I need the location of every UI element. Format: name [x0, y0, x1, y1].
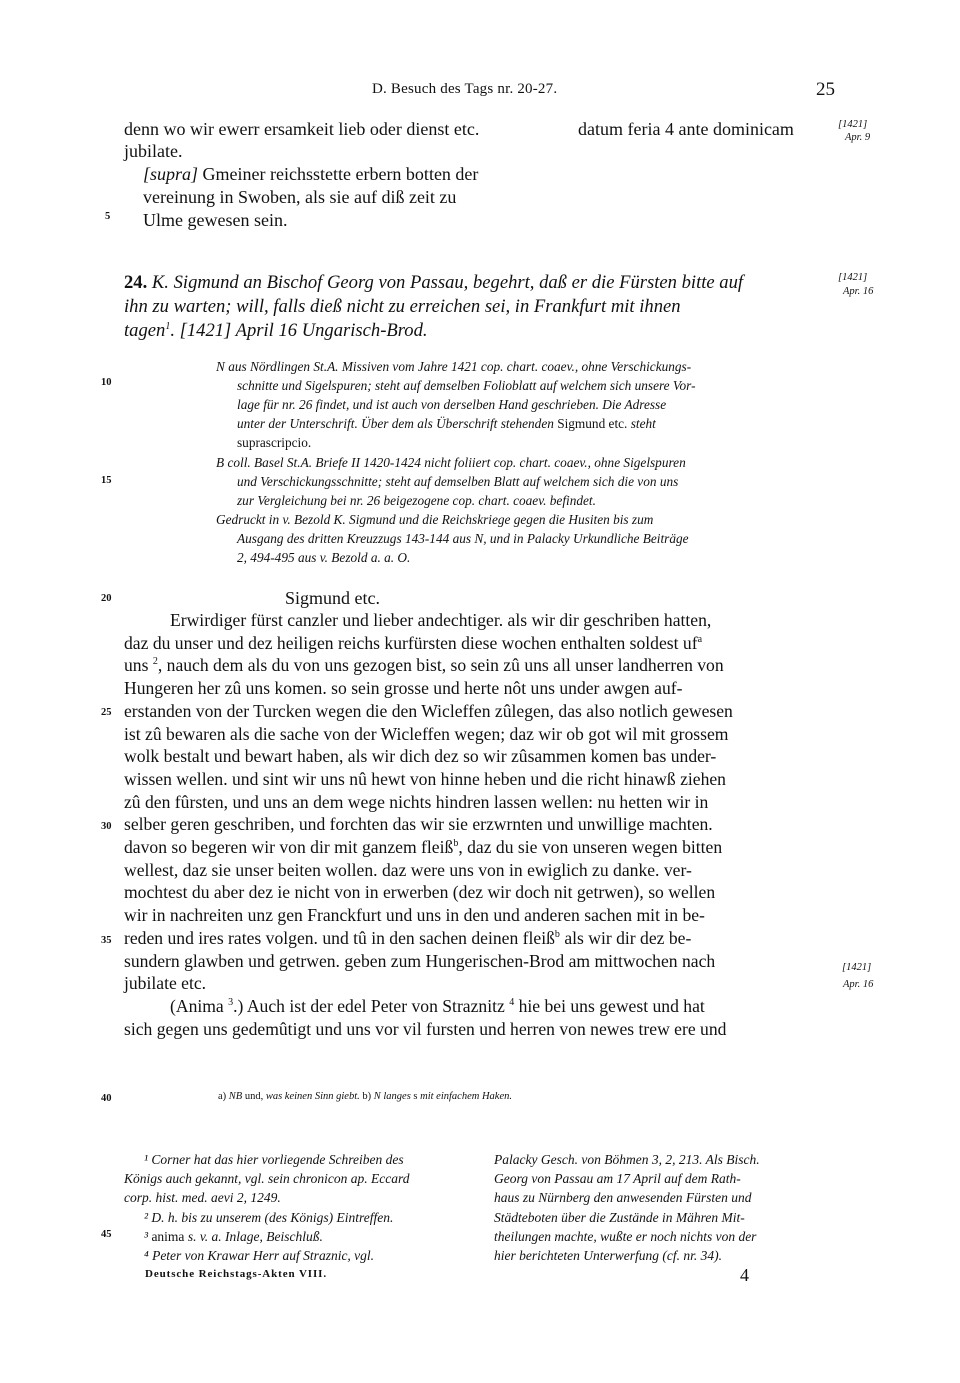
letter-line: Erwirdiger fürst canzler und lieber andechtiger. als wir dir geschriben hatten, [170, 610, 712, 630]
doc-title-line-1-text: K. Sigmund an Bischof Georg von Passau, begehrt, daß er die Fürsten bitte auf [151, 272, 744, 293]
letter-line: sundern glawben und getrwen. geben zum Hungerischen-Brod am mittwochen nach [124, 950, 716, 971]
doc-title-line-1 [124, 271, 743, 295]
address-line-1 [143, 163, 478, 186]
sheet-number: 4 [740, 1265, 749, 1285]
footnote-mark-2: 2 [152, 656, 158, 668]
line-number: 5 [105, 211, 111, 222]
doc-title-line-3b: . [1421] April 16 Ungarisch-Brod. [170, 320, 428, 341]
textnote-b-comment: mit einfachem Haken. [420, 1091, 512, 1102]
textnotes [218, 1091, 512, 1102]
source-n-line-4b: Sigmund etc. [553, 416, 631, 431]
letter-line-text: davon so begeren wir von dir mit ganzem fleiß [124, 837, 454, 858]
textnote-a-comment: was keinen Sinn giebt. [265, 1091, 360, 1102]
line-number: 15 [101, 475, 112, 486]
line-number: 40 [101, 1093, 112, 1104]
datum-line: datum feria 4 ante dominicam [578, 119, 794, 139]
letter-line: wellest, daz sie unser beiten wollen. daz were uns von in ewiglich zu danke. ver- [124, 859, 692, 880]
sheet-signature: Deutsche Reichstags-Akten VIII. [145, 1268, 328, 1280]
footnote-3 [144, 1227, 323, 1246]
previous-text-line-2: jubilate. [124, 141, 183, 161]
letter-salutation: Sigmund etc. [285, 588, 380, 608]
source-n-line-4a: unter der Unterschrift. Über dem als Überschrift stehenden [237, 416, 554, 431]
textnote-a-text: und, [242, 1091, 266, 1102]
letter-line: Hungeren her zû uns komen. so sein grosse und herte nôt uns under awgen auf- [124, 678, 683, 699]
letter-line: selber geren geschriben, und forchten das wir sie erzwrnten und unwillige machten. [124, 814, 713, 835]
letter-line [124, 654, 838, 677]
address-line-1-text: Gmeiner reichsstette erbern botten der [198, 164, 479, 184]
letter-line-text: , nauch dem als du von uns gezogen bist, so sein zû uns all unser landherren von [157, 655, 724, 676]
letter-line: wir in nachreiten unz gen Franckfurt und uns in den und anderen sachen mit in be- [124, 905, 705, 926]
letter-line-text: reden und ires rates volgen. und tû in den sachen deinen fleiß [124, 927, 555, 948]
source-g-line-3: 2, 494-495 aus v. Bezold a. a. O. [237, 550, 411, 565]
line-number: 45 [101, 1229, 112, 1240]
margin-year-title: [1421] [838, 272, 868, 283]
textnote-b-siglum: N langes [373, 1091, 411, 1102]
letter-line: wolk bestalt und bewart haben, als wir dich dez so wir zûsammen komen bas under- [124, 746, 717, 767]
letter-line-text: daz du unser und dez heiligen reichs kurfürsten diese wochen enthalten soldest uf [124, 632, 698, 653]
textnote-b-text: s [410, 1091, 421, 1102]
letter-line: ist zû bewaren als die sache von der Wicleffen wegen; daz wir ob got wil mit grossem [124, 723, 729, 744]
source-b-line-1: B coll. Basel St.A. Briefe II 1420-1424 nicht foliiert cop. chart. coaev., ohne Sigelspuren [216, 455, 686, 470]
letter-line-text: als wir dir dez be- [559, 927, 692, 948]
letter-line: sich gegen uns gedemûtigt und uns vor vil fursten und herren von newes trew ere und [124, 1018, 727, 1039]
page-number: 25 [816, 79, 835, 100]
letter-line-text: uns [124, 655, 153, 676]
doc-title-line-2: ihn zu warten; will, falls dieß nicht zu erreichen sei, in Frankfurt mit ihnen [124, 296, 681, 317]
running-title: D. Besuch des Tags nr. 20-27. [372, 81, 558, 97]
previous-text-line-1: denn wo wir ewerr ersamkeit lieb oder dienst etc. [124, 119, 480, 139]
footnote-1-line-3: corp. hist. med. aevi 2, 1249. [124, 1190, 281, 1205]
letter-line-text: hie bei uns gewest und hat [514, 995, 705, 1016]
source-n-line-4 [237, 415, 656, 434]
footnote-mark-3: 3 [228, 997, 234, 1009]
source-b-line-2: und Verschickungsschnitte; steht auf demselben Blatt auf welchem sich die von uns [237, 474, 679, 489]
letter-line: mochtest du aber dez ie nicht von in erwerben (dez wir doch nit getrwen), so wellen [124, 882, 716, 903]
source-g-line-2: Ausgang des dritten Kreuzzugs 143-144 aus N, und in Palacky Urkundliche Beiträge [237, 531, 689, 546]
letter-line: wissen wellen. und sint wir uns nû hewt von hinne heben und die richt hinawß ziehen [124, 768, 726, 789]
letter-line [124, 927, 838, 950]
letter-body [124, 609, 838, 1040]
line-number: 10 [101, 377, 112, 388]
address-line-3: Ulme gewesen sein. [143, 210, 288, 230]
footnote-4: ⁴ Peter von Krawar Herr auf Straznic, vgl. [144, 1248, 375, 1263]
textnote-mark-b: b [554, 928, 560, 940]
letter-line [124, 995, 838, 1018]
doc-title-footnote-mark: 1 [165, 320, 171, 332]
doc-number: 24. [124, 272, 148, 293]
letter-line: erstanden von der Turcken wegen die den Wicleffen zûlegen, das also notlich gewesen [124, 700, 733, 721]
textnote-mark-a: a [697, 633, 703, 645]
letter-line [124, 632, 838, 655]
footnote-3-term: anima [151, 1229, 185, 1244]
textnote-mark-b: b [453, 838, 459, 850]
footnote-4-cont-line-2: Georg von Passau am 17 April auf dem Rath- [494, 1171, 741, 1186]
line-number: 20 [101, 593, 112, 604]
line-number: 35 [101, 935, 112, 946]
address-line-2: vereinung in Swoben, als sie auf diß zeit zu [143, 187, 457, 207]
line-number: 30 [101, 821, 112, 832]
doc-title-line-3 [124, 319, 428, 343]
margin-date-letter: Apr. 16 [843, 979, 874, 990]
source-n-line-5: suprascripcio. [237, 435, 312, 450]
margin-date-top: Apr. 9 [845, 132, 871, 143]
textnote-a-siglum: NB [228, 1091, 243, 1102]
address-supra: [supra] [143, 164, 199, 184]
source-n-line-2: schnitte und Sigelspuren; steht auf demselben Folioblatt auf welchem sich unsere Vor- [237, 378, 696, 393]
letter-line-text: (Anima [170, 995, 229, 1016]
textnote-b-label: b) [359, 1091, 374, 1102]
footnote-1-line-1: ¹ Corner hat das hier vorliegende Schreiben des [144, 1152, 404, 1167]
line-number: 25 [101, 707, 112, 718]
footnote-4-cont-line-3: haus zu Nürnberg den anwesenden Fürsten und [494, 1190, 752, 1205]
source-n-line-4c: steht [630, 416, 656, 431]
margin-date-title: Apr. 16 [843, 286, 874, 297]
footnote-4-cont-line-1: Palacky Gesch. von Böhmen 3, 2, 213. Als Bisch. [494, 1152, 760, 1167]
footnote-2: ² D. h. bis zu unserem (des Königs) Eintreffen. [144, 1210, 394, 1225]
footnote-4-cont-line-5: theilungen machte, wußte er noch nichts von der [494, 1229, 757, 1244]
margin-year-letter: [1421] [842, 962, 872, 973]
letter-line: jubilate etc. [124, 973, 207, 994]
footnote-4-cont-line-4: Städteboten über die Zustände in Mähren Mit- [494, 1210, 745, 1225]
source-n-line-1: N aus Nördlingen St.A. Missiven vom Jahre 1421 cop. chart. coaev., ohne Verschickungs- [216, 359, 692, 374]
source-g-line-1: Gedruckt in v. Bezold K. Sigmund und die Reichskriege gegen die Husiten bis zum [216, 512, 654, 527]
source-n-line-3: lage für nr. 26 findet, und ist auch von derselben Hand geschrieben. Die Adresse [237, 397, 667, 412]
letter-line: zû den fûrsten, und uns an dem wege nichts hindren lassen wellen: nu hetten wir in [124, 791, 709, 812]
margin-year-top: [1421] [838, 119, 868, 130]
source-b-line-3: zur Vergleichung bei nr. 26 beigezogene cop. chart. coaev. befindet. [237, 493, 596, 508]
textnote-a-label: a) [218, 1091, 229, 1102]
footnote-3-mark: ³ [144, 1229, 152, 1244]
letter-line-text: .) Auch ist der edel Peter von Straznitz [233, 995, 510, 1016]
footnote-mark-4: 4 [509, 997, 515, 1009]
footnote-1-line-2: Königs auch gekannt, vgl. sein chronicon ap. Eccard [124, 1171, 410, 1186]
footnote-3-text: s. v. a. Inlage, Beischluß. [184, 1229, 323, 1244]
letter-line-text: , daz du sie von unseren wegen bitten [458, 837, 723, 858]
footnote-4-cont-line-6: hier berichteten Unterwerfung (cf. nr. 34). [494, 1248, 722, 1263]
doc-title-line-3a: tagen [124, 320, 166, 341]
letter-line [124, 836, 838, 859]
